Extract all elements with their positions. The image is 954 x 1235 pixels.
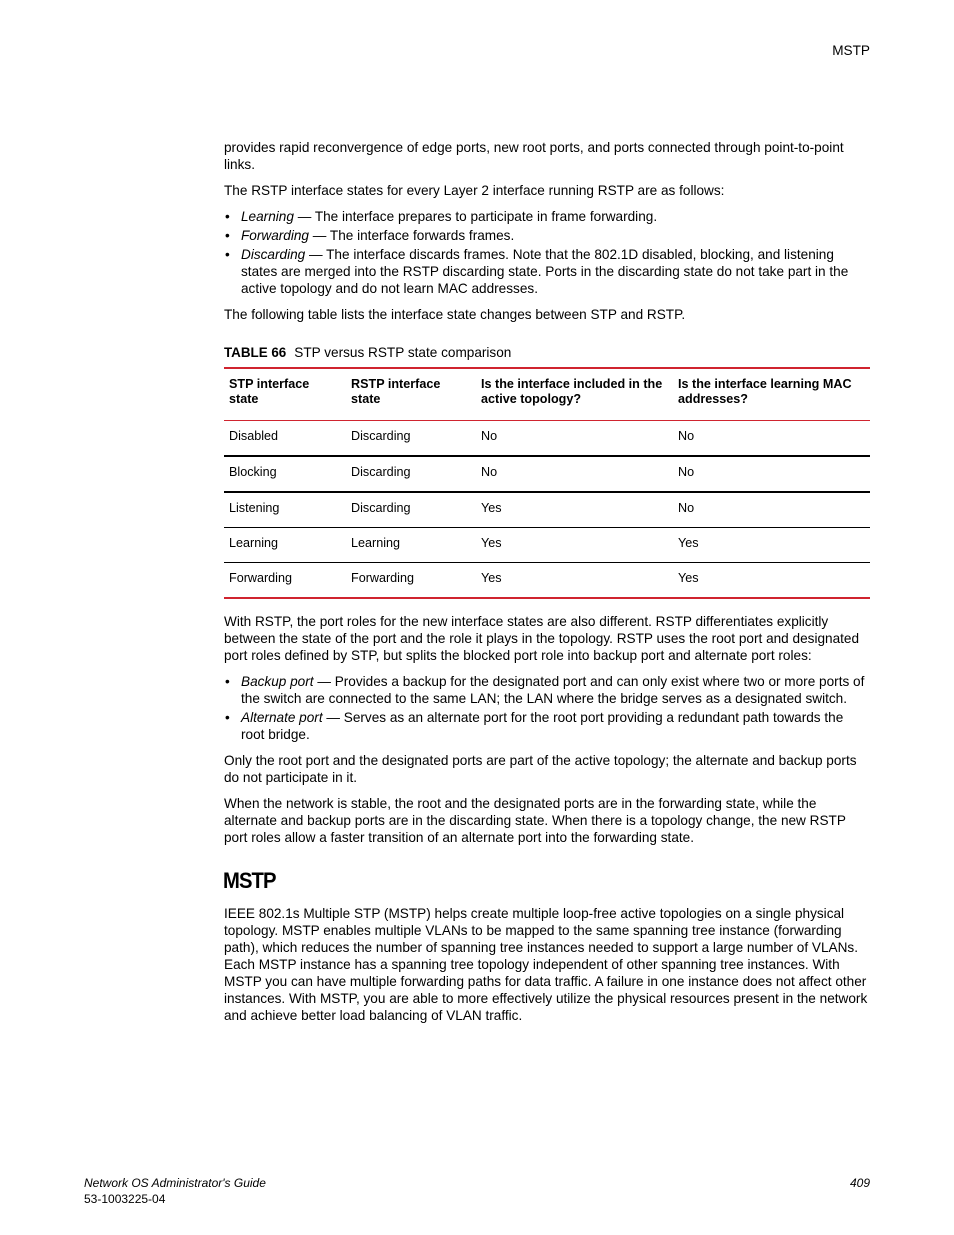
state-text: — The interface prepares to participate in frame forwarding. [293, 209, 658, 224]
column-header: Is the interface learning MAC addresses? [678, 377, 852, 406]
table-row [224, 421, 870, 457]
table-cell: Forwarding [229, 571, 292, 585]
table-row [224, 563, 870, 599]
state-text: — The interface discards frames. Note that the 802.1D disabled, blocking, and listening states are merged into the RSTP discarding state. Ports in the discarding state do not take part in the active topology and do not learn MAC addresses. [241, 247, 849, 296]
role-text: — Serves as an alternate port for the root port providing a redundant path towards the root bridge. [241, 710, 844, 742]
bullet-icon: • [225, 228, 230, 243]
list-item [224, 246, 870, 297]
table-cell: Listening [229, 501, 280, 515]
intro-paragraph-2: The RSTP interface states for every Layer 2 interface running RSTP are as follows: [224, 183, 725, 198]
table-cell: Forwarding [351, 571, 414, 585]
state-text: — The interface forwards frames. [309, 228, 515, 243]
bullet-icon: • [225, 674, 230, 689]
state-comparison-table [224, 367, 870, 599]
roles-paragraph-3: When the network is stable, the root and the designated ports are in the forwarding state, while the alternate and backup ports are in the discarding state. When there is a topology change, the new RSTP port roles allow a faster transition of an alternate port into the forwarding state. [224, 796, 846, 845]
role-text: — Provides a backup for the designated port and can only exist where two or more ports of the switch are connected to the same LAN; the LAN where the bridge serves as a designated switch. [241, 674, 865, 706]
table-cell: Blocking [229, 465, 277, 479]
bullet-icon: • [225, 209, 230, 224]
table-cell: Learning [351, 536, 401, 550]
roles-paragraph-2: Only the root port and the designated ports are part of the active topology; the alternate and backup ports do not participate in it. [224, 753, 857, 785]
table-cell: No [481, 465, 498, 479]
table-label: TABLE 66 [224, 345, 287, 360]
document-number: 53-1003225-04 [84, 1192, 166, 1206]
bullet-icon: • [225, 247, 230, 262]
table-row [224, 492, 870, 528]
table-cell: Learning [229, 536, 279, 550]
table-cell: Yes [678, 571, 699, 585]
guide-title: Network OS Administrator's Guide [84, 1176, 266, 1190]
intro-paragraph-1: provides rapid reconvergence of edge ports, new root ports, and ports connected through point-to-point links. [224, 140, 844, 172]
list-item [224, 709, 870, 743]
table-caption [224, 344, 870, 361]
list-item [224, 227, 870, 244]
section-heading-mstp: MSTP [223, 868, 276, 893]
page-body [224, 139, 870, 1033]
state-term: Discarding [241, 247, 306, 262]
table-cell: Yes [678, 536, 699, 550]
role-term: Backup port [241, 674, 314, 689]
state-term: Forwarding [241, 228, 309, 243]
list-item [224, 208, 870, 225]
table-cell: No [678, 465, 695, 479]
state-term: Learning [241, 209, 294, 224]
intro-paragraph-3: The following table lists the interface state changes between STP and RSTP. [224, 307, 686, 322]
roles-paragraph-1: With RSTP, the port roles for the new interface states are also different. RSTP differentiates explicitly between the state of the port and the role it plays in the topology. RSTP uses the root port and designated port roles defined by STP, but splits the blocked port role into backup port and alternate port roles: [224, 614, 860, 663]
table-cell: No [678, 429, 695, 443]
table-cell: Discarding [351, 429, 411, 443]
table-cell: Yes [481, 536, 502, 550]
port-role-list [224, 673, 870, 743]
table-cell: Yes [481, 571, 502, 585]
bullet-icon: • [225, 710, 230, 725]
column-header: RSTP interface state [351, 377, 441, 406]
table-cell: Yes [481, 501, 502, 515]
footer-left [84, 1175, 266, 1207]
list-item [224, 673, 870, 707]
table-cell: No [678, 501, 695, 515]
running-header: MSTP [832, 43, 870, 58]
table-cell: No [481, 429, 498, 443]
table-row [224, 528, 870, 563]
column-header: Is the interface included in the active topology? [481, 377, 663, 406]
column-header: STP interface state [229, 377, 310, 406]
role-term: Alternate port [241, 710, 323, 725]
table-header-row [224, 368, 870, 421]
table-cell: Discarding [351, 465, 411, 479]
table-cell: Discarding [351, 501, 411, 515]
table-title: STP versus RSTP state comparison [294, 345, 512, 360]
page-number: 409 [849, 1176, 870, 1190]
table-cell: Disabled [229, 429, 279, 443]
rstp-state-list [224, 208, 870, 297]
mstp-paragraph: IEEE 802.1s Multiple STP (MSTP) helps create multiple loop-free active topologies on a single physical topology. MSTP enables multiple VLANs to be mapped to the same spanning tree instance (forwarding path), which reduces the number of spanning tree instances needed to support a large number of VLANs. Each MSTP instance has a spanning tree topology independent of other spanning tree instances. With MSTP you can have multiple forwarding paths for data traffic. A failure in one instance does not affect other instances. With MSTP, you are able to more effectively utilize the physical resources present in the network and achieve better load balancing of VLAN traffic. [224, 906, 868, 1023]
table-row [224, 456, 870, 492]
